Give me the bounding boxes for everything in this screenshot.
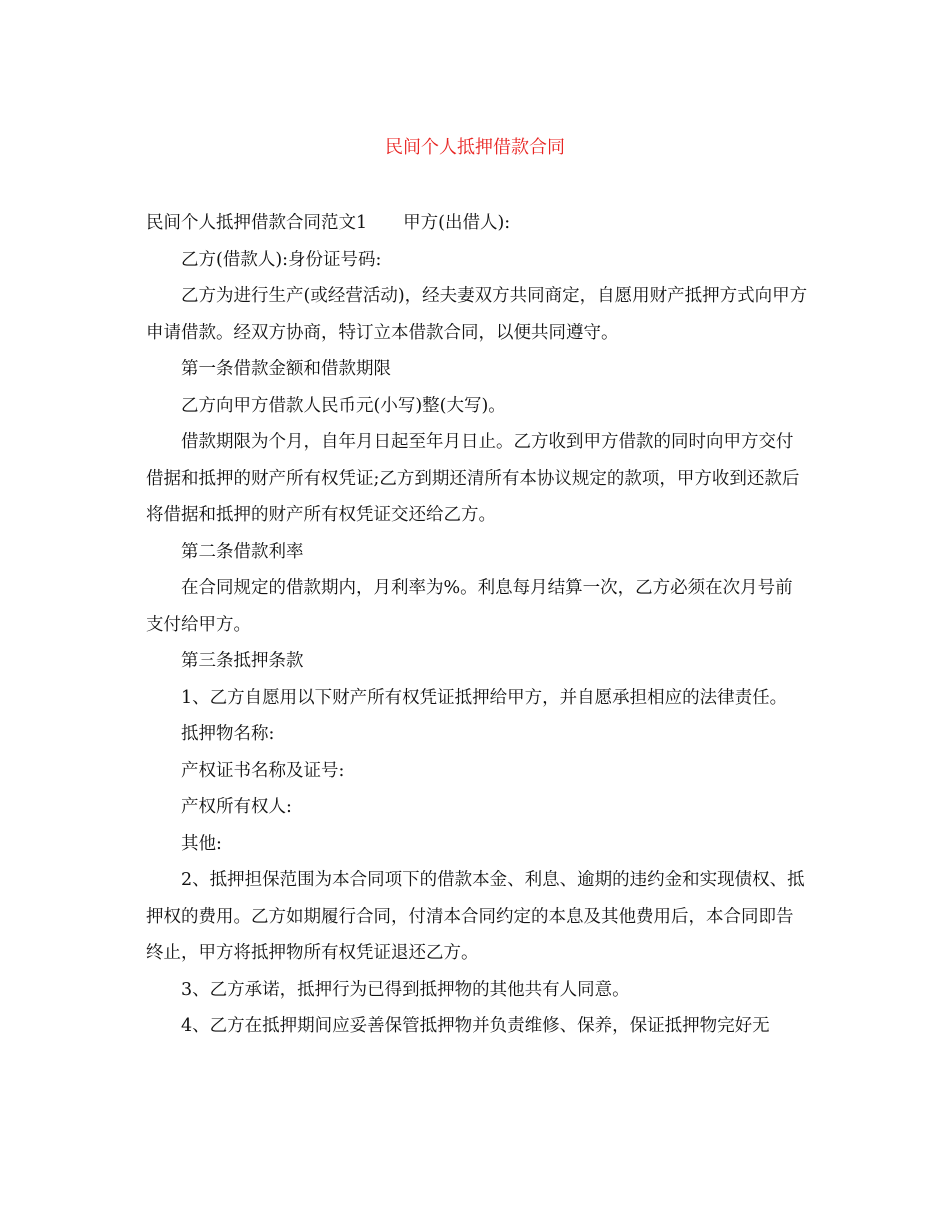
field-collateral-name: 抵押物名称: bbox=[181, 724, 275, 744]
contract-heading: 民间个人抵押借款合同范文1 bbox=[146, 213, 368, 233]
paragraph-purpose: 乙方为进行生产(或经营活动)，经夫妻双方共同商定，自愿用财产抵押方式向甲方申请借款。经双方协商，特订立本借款合同，以便共同遵守。 bbox=[146, 286, 808, 343]
field-other: 其他: bbox=[181, 833, 222, 854]
paragraph-loan-amount: 乙方向甲方借款人民币元(小写)整(大写)。 bbox=[181, 395, 506, 416]
paragraph-clause-4: 4、乙方在抵押期间应妥善保管抵押物并负责维修、保养，保证抵押物完好无 bbox=[181, 1016, 770, 1036]
paragraph-clause-3: 3、乙方承诺，抵押行为已得到抵押物的其他共有人同意。 bbox=[181, 979, 630, 1000]
document-title: 民间个人抵押借款合同 bbox=[385, 137, 565, 158]
paragraph-party-b: 乙方(借款人):身份证号码: bbox=[181, 249, 382, 270]
paragraph-loan-term: 借款期限为个月，自年月日起至年月日止。乙方收到甲方借款的同时向甲方交付借据和抵押的财产所有权凭证;乙方到期还清所有本协议规定的款项，甲方收到还款后将借据和抵押的财产所有权凭证交还给乙方。 bbox=[146, 432, 800, 525]
paragraph-clause-1: 1、乙方自愿用以下财产所有权凭证抵押给甲方，并自愿承担相应的法律责任。 bbox=[181, 687, 788, 708]
party-a-label: 甲方(出借人): bbox=[403, 213, 511, 233]
paragraph-interest: 在合同规定的借款期内，月利率为%。利息每月结算一次，乙方必须在次月号前支付给甲方。 bbox=[146, 578, 793, 635]
paragraph-clause-2: 2、抵押担保范围为本合同项下的借款本金、利息、逾期的违约金和实现债权、抵押权的费用。乙方如期履行合同，付清本合同约定的本息及其他费用后，本合同即告终止，甲方将抵押物所有权凭证退还乙方。 bbox=[146, 870, 805, 963]
article-3-heading: 第三条抵押条款 bbox=[181, 651, 304, 671]
article-2-heading: 第二条借款利率 bbox=[181, 541, 304, 562]
field-certificate: 产权证书名称及证号: bbox=[181, 760, 345, 781]
opening-line bbox=[146, 205, 810, 242]
field-owner: 产权所有权人: bbox=[181, 797, 292, 817]
article-1-heading: 第一条借款金额和借款期限 bbox=[181, 359, 391, 379]
document-body bbox=[146, 205, 810, 1045]
